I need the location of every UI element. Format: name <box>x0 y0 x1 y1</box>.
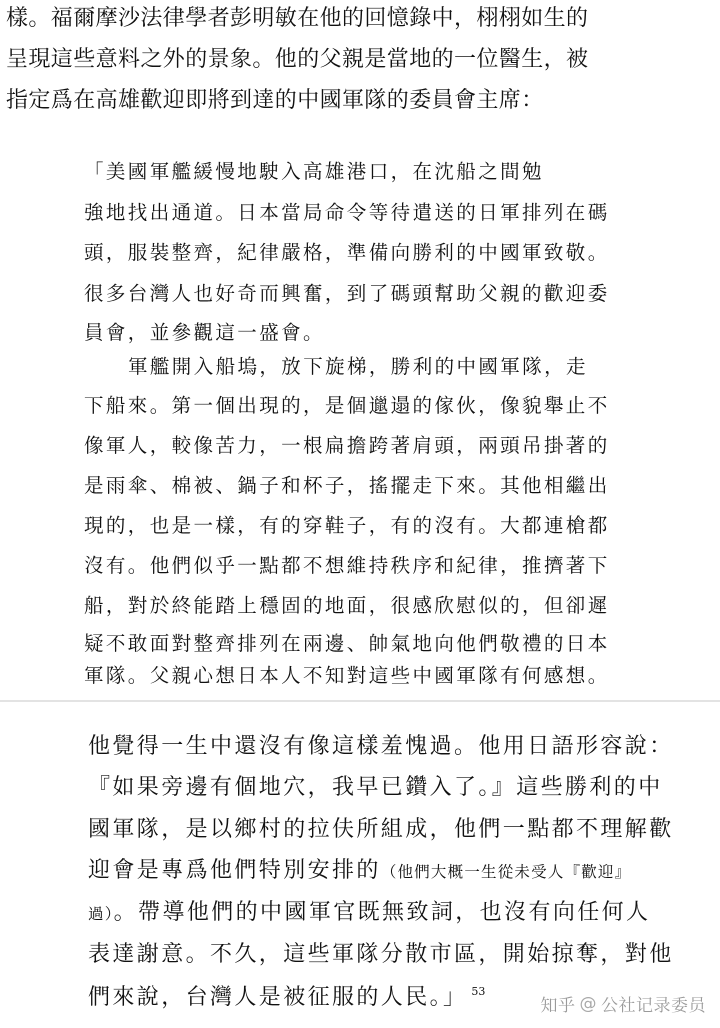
quote-line: 強地找出通道。日本當局命令等待遣送的日軍排列在碼 <box>84 201 610 224</box>
continuation-line: 『如果旁邊有個地穴，我早已鑽入了。』這些勝利的中 <box>88 775 663 800</box>
bottom-page-scan <box>0 702 720 1028</box>
continuation-line <box>88 986 485 1009</box>
continuation-line <box>88 860 631 882</box>
quote-line: 下船來。第一個出現的，是個邋遢的傢伙，像貌舉止不 <box>84 394 610 417</box>
quote-line: 沒有。他們似乎一點都不想維持秩序和紀律，推擠著下 <box>84 554 610 577</box>
continuation-text: 們來說，台灣人是被征服的人民。」 <box>88 985 468 1010</box>
intro-line: 呈現這些意料之外的景象。他的父親是當地的一位醫生，被 <box>6 47 589 72</box>
quote-line: 軍隊。父親心想日本人不知對這些中國軍隊有何感想。 <box>84 664 610 687</box>
intro-line: 樣。福爾摩沙法律學者彭明敏在他的回憶錄中，栩栩如生的 <box>6 6 589 31</box>
continuation-line: 表達謝意。不久，這些軍隊分散市區，開始掠奪，對他 <box>88 942 674 967</box>
watermark-author: 公社记录委员 <box>601 996 706 1016</box>
quote-line: 軍艦開入船塢，放下旋梯，勝利的中國軍隊，走 <box>128 355 588 378</box>
intro-line: 指定爲在高雄歡迎即將到達的中國軍隊的委員會主席： <box>6 88 544 113</box>
parenthetical-note: 過） <box>88 905 114 923</box>
parenthetical-note: （他們大概一生從未受人『歡迎』 <box>380 863 632 881</box>
quote-line: 像軍人，較像苦力，一根扁擔跨著肩頭，兩頭吊掛著的 <box>84 434 610 457</box>
watermark-site: 知乎 <box>540 996 576 1016</box>
continuation-text: 迎會是專爲他們特別安排的 <box>88 858 381 883</box>
continuation-line <box>88 902 650 924</box>
continuation-line: 他覺得一生中還沒有像這樣羞愧過。他用日語形容說： <box>88 734 674 759</box>
continuation-line: 國軍隊，是以鄉村的拉伕所組成，他們一點都不理解歡 <box>88 817 674 842</box>
footnote-reference: 53 <box>471 985 486 998</box>
quote-line: 疑不敢面對整齊排列在兩邊、帥氣地向他們敬禮的日本 <box>84 632 610 655</box>
watermark-separator: @ <box>579 993 597 1014</box>
quote-line: 船，對於終能踏上穩固的地面，很感欣慰似的，但卻遲 <box>84 594 610 617</box>
continuation-text: 。帶導他們的中國軍官既無致詞，也沒有向任何人 <box>113 900 651 925</box>
quote-line: 現的，也是一樣，有的穿鞋子，有的沒有。大都連槍都 <box>84 514 610 537</box>
quote-line: 是雨傘、棉被、鍋子和杯子，搖擺走下來。其他相繼出 <box>84 474 610 497</box>
quote-line: 頭，服裝整齊，紀律嚴格，準備向勝利的中國軍致敬。 <box>84 241 610 264</box>
watermark <box>541 991 707 1016</box>
quote-line: 「美國軍艦緩慢地駛入高雄港口，在沈船之間勉 <box>84 160 544 183</box>
quote-line: 員會，並參觀這一盛會。 <box>84 321 325 344</box>
quote-line: 很多台灣人也好奇而興奮，到了碼頭幫助父親的歡迎委 <box>84 282 610 305</box>
